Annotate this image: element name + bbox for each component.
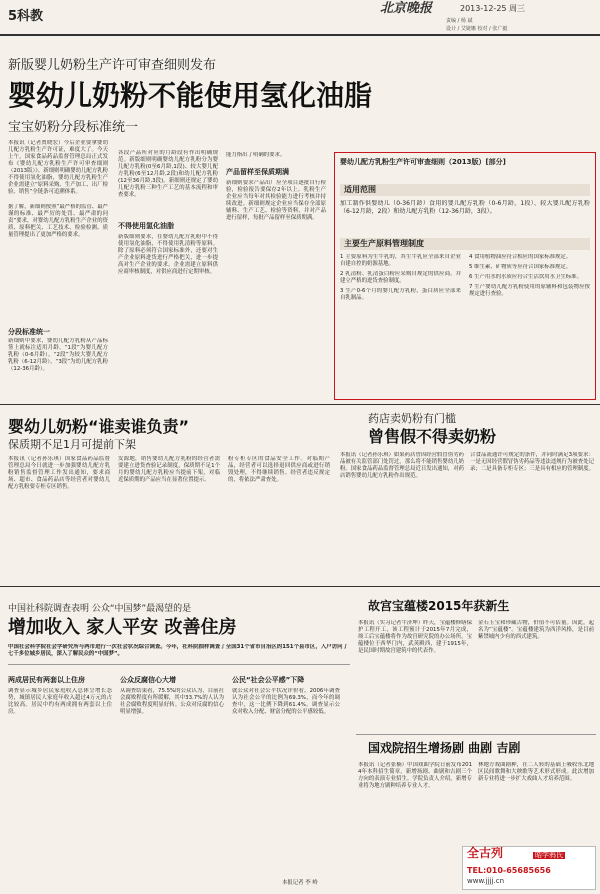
story3-headline: 曾售假不得卖奶粉 <box>368 427 497 446</box>
story4-headline: 增加收入 家人平安 改善住房 <box>8 617 237 638</box>
advertisement[interactable] <box>462 846 596 890</box>
lead-subhead: 宝宝奶粉分段标准统一 <box>8 120 139 135</box>
lead-headline: 婴幼儿奶粉不能使用氢化油脂 <box>8 79 373 112</box>
story5-headline: 故宫宝蕴楼2015年获新生 <box>368 599 510 613</box>
list-item: 6 生产用水的水质应符合生活饮用水卫生标准。 <box>469 274 582 280</box>
regulation-title: 婴幼儿配方乳粉生产许可审查细则（2013版）[部分] <box>340 158 506 166</box>
story4-col1-subhead: 两成居民有两套以上住房 <box>8 676 85 684</box>
header-rule <box>0 34 600 36</box>
story4-rule <box>8 664 350 665</box>
masthead-logo: 北京晚报 <box>380 1 433 16</box>
story5-col1-text: 本报讯（实习记者牛济坤）昨天，宝蕴楼修缮保护工程开工，该工程预计于2015年7月完成，竣工后宝蕴楼将作为故宫研究院的办公场所。宝蕴楼位于西华门内，武英殿西，建于1915年，是民国时期故宫建筑中的代表作。 <box>358 620 472 654</box>
issue-date: 2013-12-25 周三 <box>460 4 526 13</box>
story3-kicker: 药店卖奶粉有门槛 <box>368 412 456 425</box>
lead-col3-text: 能力指出了明确的要求。 <box>226 152 286 158</box>
story4-col3-text: 就公众对社会公平状况评价看，2006年调查认为社会公平的比例为69.3%，而今年的调查中，这一比例下降到61.4%。调查显示公众对收入分配、财富分配的公平感较低。 <box>232 688 340 715</box>
lead-col1b-text: 据了解，新细则按照“最严格的监管、最严谨的标准、最严厉的处罚、最严肃的问责”要求，对婴幼儿配方乳粉生产企业的资质、原料把关、工艺技术、检验检测、质量管理提出了更加严格的要求。 <box>8 204 108 238</box>
lead-col3-subhead: 产品留样至保质期满 <box>226 168 289 176</box>
story3-col1-text: 本报讯（记者孙乐琪）如果药店曾因经营假冒伪劣药品被有关监管部门处罚过，那么将不能销售婴幼儿奶粉。国家食品药品监督管理总局近日发出通知，对药店销售婴幼儿配方乳粉作出规范。 <box>340 452 464 479</box>
section-text: 5科教 <box>8 9 44 24</box>
story4-col1-text: 调查显示城乡居民家庭收入总体呈增长态势，城镇居民人家庭年收入超过4万元的占比较高。居民中约有两成拥有两套以上住房。 <box>8 688 112 715</box>
list-item: 3 生产0-6个月的婴儿配方乳粉，蛋白质应全部来自乳制品。 <box>340 288 461 301</box>
story6-col2-text: 林地方戏曲剧种，在二人转的基础上吸收东北地区民间歌舞和大秧歌等艺术形式形成。此次增加新专业将进一步扩大戏曲人才培养范围。 <box>478 762 594 782</box>
list-item: 2 乳清粉、乳清蛋白粉应采购自规定的供应商，并建立严格的进货查验制度。 <box>340 271 461 284</box>
story6-headline: 国戏院招生增扬剧 曲剧 吉剧 <box>368 741 521 755</box>
story4-byline: 本报记者 李 岭 <box>282 880 318 886</box>
story2-col2-text: 发源地，销售婴幼儿配方乳粉的经营者需要建立进货查验记录制度，保质期不足1个月的婴幼儿配方乳粉应当提前下架，对临近保质期的产品应当在显著位置提示。 <box>118 456 220 483</box>
lead-col2-text: 各段产品所对应的月龄段有作出明确规范。新版细则明确婴幼儿配方乳粉分为婴儿配方乳粉(0至6月龄,1段)、较大婴儿配方乳粉(6至12月龄,2段)和幼儿配方乳粉(12至36月龄,3段)。新细则还规定了婴幼儿配方乳粉三种生产工艺的基本流程和审查要求。 <box>118 150 218 198</box>
lead-col1-subhead: 分段标准统一 <box>8 328 50 336</box>
lead-col2-subhead: 不得使用氢化油脂 <box>118 222 174 230</box>
scope-heading: 适用范围 <box>340 184 590 196</box>
list-item: 4 食用植物油应符合相应的国家标准规定。 <box>469 254 572 260</box>
story4-col3-subhead: 公民“社会公平感”下降 <box>232 676 305 684</box>
story3-col2-text: 合食品流通许可规定的条件，并同时满足3项要求：一是无因经营假冒伪劣药品等违法违规行为被查处记录；二是具备专柜专区；三是具有相应的管理制度。 <box>470 452 594 472</box>
story4-kicker: 中国社科院调查表明 公众“中国梦”最渴望的是 <box>8 604 192 614</box>
divider <box>356 734 596 735</box>
story6-col1-text: 本报讯（记者张楠）中国戏曲学院日前发布2014年本科招生简章，新增扬剧、曲剧和吉剧三个方向的表演专业招生。学院负责人介绍，新增专业将为地方剧种培养专业人才。 <box>358 762 472 789</box>
list-item: 5 维生素、矿物质等应符合国家标准规定。 <box>469 264 572 270</box>
raw-material-heading: 主要生产原料管理制度 <box>340 238 590 250</box>
story4-lede: 中国社会科学院社会学研究所与两市进行一次社会状况综合调查。今年，社科院抽样调查了全国31个省市自治区的151个县市区，入户访问了七千多位城乡居民，深入了解民众的“中国梦”。 <box>8 644 348 657</box>
story2-subhead: 保质期不足1月可提前下架 <box>8 438 136 451</box>
story2-col1-text: 本报讯（记者孙乐琪）国家食品药品监督管理总局今日就进一步加强婴幼儿配方乳粉销售监督管理工作发出通知，要求商场、超市、食品药品店等经营者对婴幼儿配方乳粉要专柜专区销售。 <box>8 456 110 490</box>
staff-credit-2: 设计 / 艾婕娜 校对 / 张广毅 <box>446 26 508 32</box>
lead-col1-text: 本报讯（记者贾晓宏）今后企业要拿婴幼儿配方乳粉生产许可证，难度大了。今天上午，国家食品药品监督管理总局正式发布《婴幼儿配方乳粉生产许可审查细则（2013版）》。新细则明确婴幼儿配方乳粉不得使用氢化油脂，婴幼儿配方乳粉生产企业需建立“原料采购、生产加工、出厂检验、销售”全链条可追溯体系。 <box>8 140 108 195</box>
lead-col2b-text: 新版细则要求，在婴幼儿配方乳粉中不得使用氢化油脂，不得使用乳清粉等原料。除了原料必须符合国家标准外，还要对生产企业原料进货进行严格把关，进一步提高对生产企业的要求。企业需建立原料供应商审核制度，对供应商进行定期审核。 <box>118 234 218 275</box>
list-item: 1 主要原料为生牛乳的，其生牛乳应全部来自企业自建自控的奶源基地。 <box>340 254 461 267</box>
divider <box>0 586 600 587</box>
list-item: 7 生产婴幼儿配方乳粉使用的原辅料和包装物应按规定进行查验。 <box>469 284 590 297</box>
ad-logo: 全古列 <box>467 846 504 860</box>
raw-material-list <box>340 254 590 396</box>
scope-text: 加工制作供婴幼儿（0-36月龄）食用的婴儿配方乳粉（0-6月龄，1段）、较大婴儿配方乳粉（6-12月龄，2段）和幼儿配方乳粉（12-36月龄，3段）。 <box>340 200 590 215</box>
lead-kicker: 新版婴儿奶粉生产许可审查细则发布 <box>8 58 217 73</box>
story2-headline: 婴幼儿奶粉“谁卖谁负责” <box>8 417 190 436</box>
divider <box>0 404 600 405</box>
story2-col3-text: 粉专柜专区的食品安全工作。对临期产品，经营者可以选择退回供应商或进行销毁处理，不得继续销售。经营者违反规定的，将依法严肃查处。 <box>228 456 330 483</box>
story4-col2-subhead: 公众反腐信心大增 <box>120 676 176 684</box>
story4-col2-text: 从调查结果看，75.5%的公众认为，目前社会腐败程度有所缓解，其中33.7%的人认为社会腐败程度明显好转。公众对反腐的信心明显增强。 <box>120 688 224 715</box>
story5-col2-text: 金石玉宝和珍藏古物，价值不可估量。因此，起名为“宝蕴楼”。宝蕴楼建筑为西洋风格，是目前紫禁城内少有的西式建筑。 <box>478 620 594 640</box>
staff-credit-1: 责编 / 杨 斌 <box>446 18 473 24</box>
ad-brand: 皓学鸦氏 <box>535 851 563 859</box>
ad-telephone: TEL:010-65685656 <box>467 866 551 875</box>
lead-col1c-text: 新细则中要求，婴幼儿配方乳粉从产品标签上就标注适用月龄。“1段”为婴儿配方乳粉（0-6月龄），“2段”为较大婴儿配方乳粉（6-12月龄），“3段”为幼儿配方乳粉（12-36月龄）。 <box>8 338 108 372</box>
lead-col3b-text: 新细则要求产品出厂应全项目逐批自行检验，检验报告要保存2年以上。乳粉生产企业应当每年对其检验能力进行考核并持续改进。新细则规定企业应当保存全部原辅料、生产工艺、检验等资料，并对产品进行留样，每批产品留样至保质期满。 <box>226 180 326 221</box>
ad-website: www.jjjj.cn <box>467 877 505 885</box>
section-label <box>8 10 43 24</box>
